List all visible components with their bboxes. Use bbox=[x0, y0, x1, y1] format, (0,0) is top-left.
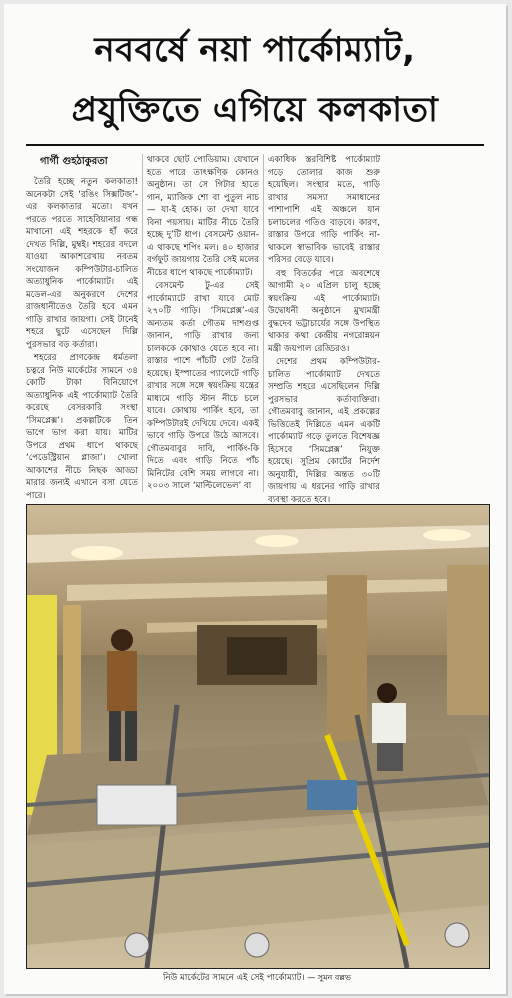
byline: গার্গী গুহঠাকুরতা bbox=[40, 156, 108, 167]
paragraph: দেশের প্রথম কম্পিউটার-চালিত পার্কোম্যাট দেখতে সম্প্রতি শহরে এসেছিলেন দিল্লি পুরসভার কর্তাব্যক্তিরা। গৌতমবাবু জানান, এই প্রকল্পের ভিত্তিতেই দিল্লিতে এমন একটি পার্কোম্যাট গড়ে তুলতে বিশেষজ্ঞ হিসেবে ‘সিমপ্লেক্স’ নিযুক্ত হয়েছে। সুপ্রিম কোর্টের নির্দেশ অনুযায়ী, দিল্লির অন্তত ৩০টি জায়গায় এ ধরনের গাড়ি রাখার ব্যবস্থা করতে হবে। bbox=[268, 357, 380, 505]
column-divider bbox=[142, 154, 143, 492]
paragraph: বহু বিতর্কের পরে অবশেষে আগামী ২০ এপ্রিল চালু হচ্ছে স্বয়ংক্রিয় এই পার্কোম্যাট। উদ্বোধনী অনুষ্ঠানে মুখ্যমন্ত্রী বুদ্ধদেব ভট্টাচার্যের সঙ্গে উপস্থিত থাকার কথা কেন্দ্রীয় নগরোন্নয়ন মন্ত্রী জয়পাল রেড্ডিরও। bbox=[268, 268, 380, 354]
paragraph: থাকবে ছোট পোডিয়াম। যেখানে হতে পারে তাৎক্ষণিক কোনও অনুষ্ঠান। তা সে গিটার হাতে গান, ম্যাজিক শো বা পুতুল নাচ— যা-ই হোক। তা দেখা যাবে বিনা পয়সায়। মাটির নীচে তৈরি হচ্ছে দু’টি ধাপ। বেসমেন্ট ওয়ান-এ থাকছে শপিং মল। ৪০ হাজার বর্গফুট জায়গায় তৈরি সেই মলের নীচের ধাপে থাকছে পার্কোম্যাট। bbox=[147, 155, 259, 278]
photo-credit: — সুমন বল্লভ bbox=[307, 973, 351, 982]
article-column-2 bbox=[147, 154, 259, 492]
headline-line-2: প্রযুক্তিতে এগিয়ে কলকাতা bbox=[71, 90, 439, 130]
paragraph: বেসমেন্ট টু-এর সেই পার্কোম্যাটে রাখা যাবে মোট ২৭০টি গাড়ি। ‘সিমপ্লেক্স’-এর অন্যতম কর্তা গৌতম দাশগুপ্ত জানান, গাড়ি রাখার জন্য চালককে কোথাও যেতে হবে না। রাস্তার পাশে পাঁচটি গেট তৈরি হয়েছে। ইস্পাতের প্যালেটে গাড়ি রাখার সঙ্গে সঙ্গে স্বয়ংক্রিয় যন্ত্রের মাধ্যমে গাড়ি স্টান নীচে চলে যাবে। কোথায় পার্কিং হবে, তা কম্পিউটারই দেখিয়ে দেবে। একই ভাবে গাড়ি উপরে উঠে আসবে। গৌতমবাবুর দাবি, পার্কিং-কি দিতে এবং গাড়ি নিতে পাঁচ মিনিটের বেশি সময় লাগবে না। ২০০৩ সালে ‘মাল্টিলেভেল’ বা bbox=[147, 281, 259, 491]
column-divider bbox=[263, 154, 264, 492]
parkomat-illustration bbox=[27, 505, 489, 968]
headline-rule bbox=[26, 144, 484, 146]
article-column-3 bbox=[268, 154, 380, 505]
paragraph: একাধিক স্তরবিশিষ্ট পার্কোম্যাট গড়ে তোলার কাজ শুরু হয়েছিল। সংস্থার মতে, গাড়ি রাখার সমস্যা সমাধানের পাশাপাশি এই অঞ্চলে যান চলাচলের গতিও বাড়বে। কারণ, রাস্তার উপরে গাড়ি পার্কিং না-থাকলে স্বাভাবিক ভাবেই রাস্তার পরিসর বেড়ে যাবে। bbox=[268, 155, 380, 265]
article-body bbox=[26, 154, 484, 505]
article-column-1 bbox=[26, 154, 138, 501]
photo-caption bbox=[26, 970, 488, 986]
paragraph: শহরের প্রাণকেন্দ্র ধর্মতলা চত্বরে নিউ মার্কেটের সামনে ৩৪ কোটি টাকা বিনিয়োগে অত্যাধুনিক এই পার্কোম্যাট তৈরি করেছে বেসরকারি সংস্থা ‘সিমপ্লেক্স’। প্রকল্পটিকে তিন ভাগে ভাগ করা যায়। মাটির উপরে প্রথম ধাপে থাকছে ‘পেডেস্ট্রিয়ান প্লাজা’। খোলা আকাশের নীচে নিছক আড্ডা মারার জন্যই এখানে বসা যেতে পারে। bbox=[26, 353, 138, 501]
paragraph: তৈরি হচ্ছে নতুন কলকাতা! অনেকটা সেই ‘রঙিং সিক্সটিজ’-এর কলকাতার মতো। যখন পরতে পরতে সাহেবিয়ানার গন্ধ মাখানো এই শহরকে হাঁ করে দেখত দিল্লি, মুম্বই। শহরের বদলে যাওয়া আকাশরেখায় নবতম সংযোজন কম্পিউটার-চালিত অত্যাধুনিক পার্কোম্যাট। এই মডেল-এর অনুকরণে দেশের রাজধানীতেও তৈরি হবে এমন গাড়ি রাখার জায়গা। সেই টানেই শহরে ছুটে এসেছেন দিল্লি পুরসভার বড় কর্তারা। bbox=[26, 177, 138, 350]
caption-text: নিউ মার্কেটের সামনে এই সেই পার্কোম্যাট। bbox=[163, 973, 305, 983]
parkomat-photo bbox=[26, 504, 490, 969]
headline-line-1: নববর্ষে নয়া পার্কোম্যাট, bbox=[94, 30, 416, 70]
newspaper-clipping bbox=[4, 4, 506, 994]
